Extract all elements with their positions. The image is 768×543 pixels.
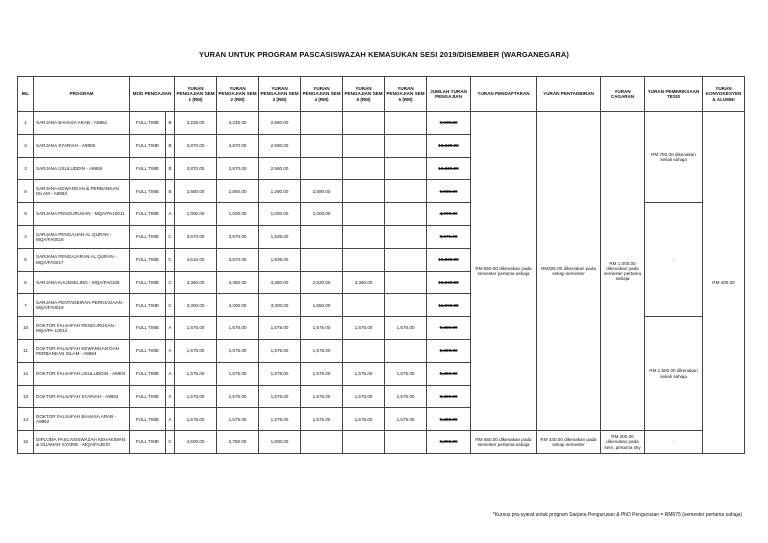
mode-cell: FULL TIME [130, 362, 166, 385]
sem5-cell [343, 157, 385, 180]
mode-cell: FULL TIME [130, 203, 166, 226]
table-row [18, 431, 745, 454]
program-cell: SARJANA PENGURUSAN - MQA/PA10011 [34, 203, 130, 226]
sem4-cell: 2,580.00 [301, 180, 343, 203]
mode-cell: FULL TIME [130, 385, 166, 408]
sem2-cell: 1,000.00 [217, 203, 259, 226]
category-cell: A [166, 408, 175, 431]
sem4-cell: 1,575.00 [301, 317, 343, 340]
bil-cell: 7 [18, 294, 34, 317]
sem5-cell [343, 431, 385, 454]
sem6-cell [385, 271, 427, 294]
program-cell: SARJANA KEWANGAN & PERBANKAN ISLAM - A9863 [34, 180, 130, 203]
sem3-cell: 1,935.00 [259, 248, 301, 271]
category-cell: A [166, 203, 175, 226]
sem3-cell: 2,580.00 [259, 112, 301, 135]
sem5-cell: 1,575.00 [343, 408, 385, 431]
sem2-cell: 3,300.00 [217, 294, 259, 317]
mode-cell: FULL TIME [130, 317, 166, 340]
bil-cell: 12 [18, 362, 34, 385]
sem1-cell: 1,000.00 [175, 203, 217, 226]
category-cell: A [166, 385, 175, 408]
program-cell: DOKTOR FALSAFAH PENGURUSAN - MQA/PA 10012 [34, 317, 130, 340]
total-cell: 10,320.00 [427, 248, 471, 271]
sem1-cell: 3,870.00 [175, 157, 217, 180]
total-cell: 9,030.00 [427, 112, 471, 135]
sem3-cell: 1,935.00 [259, 225, 301, 248]
category-cell: A [166, 339, 175, 362]
header-bil: BIL [18, 77, 34, 112]
sem4-cell [301, 225, 343, 248]
sem2-cell: 1,575.00 [217, 317, 259, 340]
sem5-cell [343, 112, 385, 135]
sem6-cell [385, 157, 427, 180]
program-cell: DOKTOR FALSAFAH USULUDDIN - A9804 [34, 362, 130, 385]
program-cell: SARJANA KAUNSELING - MQA/FA0105 [34, 271, 130, 294]
bil-cell: 3 [18, 157, 34, 180]
bil-cell: 5 [18, 248, 34, 271]
sem2-cell: 2,750.00 [217, 431, 259, 454]
sem1-cell: 3,225.00 [175, 112, 217, 135]
pendaftaran-note: RM 550.00 dikenakan pada semester pertama sahaja [471, 112, 537, 431]
cagaran-note: RM 1,000.00 dikenakan pada semester pertama sahaja [601, 112, 645, 431]
header-sem1: YURAN PENGAJIAN SEM 1 (RM) [175, 77, 217, 112]
pendaftaran-diploma-note: RM 660.00 dikenakan pada semester pertama sahaja [471, 431, 537, 454]
sem3-cell: 3,300.00 [259, 294, 301, 317]
sem3-cell: 1,800.00 [259, 431, 301, 454]
sem3-cell: 1,575.00 [259, 408, 301, 431]
sem2-cell: 2,580.00 [217, 180, 259, 203]
category-cell: B [166, 134, 175, 157]
sem4-cell [301, 112, 343, 135]
sem6-cell [385, 431, 427, 454]
sem2-cell: 1,575.00 [217, 385, 259, 408]
bil-cell: 9 [18, 203, 34, 226]
header-mod: MOD PENGAJIAN [130, 77, 175, 112]
sem5-cell [343, 248, 385, 271]
mode-cell: FULL TIME [130, 294, 166, 317]
program-cell: SARJANA USULUDDIN - A9806 [34, 157, 130, 180]
sem1-cell: 4,500.00 [175, 431, 217, 454]
header-pendaftaran: YURAN PENDAFTARAN [471, 77, 537, 112]
category-cell: B [166, 157, 175, 180]
sem5-cell [343, 339, 385, 362]
mode-cell: FULL TIME [130, 408, 166, 431]
sem3-cell: 1,290.00 [259, 180, 301, 203]
sem2-cell: 3,360.00 [217, 271, 259, 294]
page-title: YURAN UNTUK PROGRAM PASCASISWAZAH KEMASUKAN SESI 2019/DISEMBER (WARGANEGARA) [199, 50, 569, 59]
bil-cell: 14 [18, 408, 34, 431]
total-cell: 10,320.00 [427, 134, 471, 157]
program-cell: SARJANA BAHASA ARAB - A9861 [34, 112, 130, 135]
sem1-cell: 3,300.00 [175, 294, 217, 317]
sem6-cell [385, 134, 427, 157]
bil-cell: 15 [18, 431, 34, 454]
header-cagaran: YURAN CAGARAN [601, 77, 645, 112]
sem3-cell: 1,000.00 [259, 203, 301, 226]
sem3-cell: 2,580.00 [259, 157, 301, 180]
program-cell: DIPLOMA PASCASISWAZAH KEHAKIMAN & GUAMAN SYARIE - MQA/FA3670 [34, 431, 130, 454]
category-cell: C [166, 431, 175, 454]
sem1-cell: 1,575.00 [175, 317, 217, 340]
bil-cell: 10 [18, 317, 34, 340]
sem4-cell: 1,650.00 [301, 294, 343, 317]
fee-table [17, 76, 745, 454]
total-cell: 10,320.00 [427, 157, 471, 180]
header-sem5: YURAN PENGAJIAN SEM 5 (RM) [343, 77, 385, 112]
header-sem2: YURAN PENGAJIAN SEM 2 (RM) [217, 77, 259, 112]
sem1-cell: 3,360.00 [175, 271, 217, 294]
total-cell: 4,000.00 [427, 203, 471, 226]
program-cell: SARJANA SYARIAH - A9805 [34, 134, 130, 157]
header-row [18, 77, 745, 112]
total-cell: 9,675.00 [427, 225, 471, 248]
mode-cell: FULL TIME [130, 180, 166, 203]
mode-cell: FULL TIME [130, 271, 166, 294]
mode-cell: FULL TIME [130, 112, 166, 135]
sem5-cell: 1,575.00 [343, 362, 385, 385]
category-cell: A [166, 362, 175, 385]
bil-cell: 13 [18, 385, 34, 408]
total-cell: 9,450.00 [427, 317, 471, 340]
mode-cell: FULL TIME [130, 225, 166, 248]
sem1-cell: 1,575.00 [175, 385, 217, 408]
pemeriksaan-sarjana-note: RM 750.00 dikenakan sekali sahaja [645, 112, 703, 203]
sem5-cell [343, 294, 385, 317]
pentadbiran-note: RM325.00 dikenakan pada setiap semester [537, 112, 601, 431]
sem3-cell: 1,575.00 [259, 317, 301, 340]
total-cell: 9,250.00 [427, 431, 471, 454]
sem4-cell: 2,520.00 [301, 271, 343, 294]
sem5-cell: 1,575.00 [343, 317, 385, 340]
mode-cell: FULL TIME [130, 248, 166, 271]
bil-cell: 8 [18, 180, 34, 203]
mode-cell: FULL TIME [130, 339, 166, 362]
sem5-cell: 1,575.00 [343, 385, 385, 408]
header-pemeriksaan: YURAN PEMERIKSAAN TESIS [645, 77, 703, 112]
category-cell: C [166, 271, 175, 294]
sem4-cell: 1,000.00 [301, 203, 343, 226]
bil-cell: 4 [18, 225, 34, 248]
sem3-cell: 1,575.00 [259, 362, 301, 385]
sem5-cell [343, 134, 385, 157]
header-konvokesyen: YURAN KONVOKESYEN & ALUMNI [703, 77, 745, 112]
total-cell: 9,450.00 [427, 385, 471, 408]
total-cell: 6,300.00 [427, 339, 471, 362]
sem5-cell: 3,360.00 [343, 271, 385, 294]
sem6-cell: 1,575.00 [385, 385, 427, 408]
header-program: PROGRAM [34, 77, 130, 112]
sem5-cell [343, 203, 385, 226]
sem4-cell: 1,575.00 [301, 408, 343, 431]
sem2-cell: 1,575.00 [217, 362, 259, 385]
total-cell: 15,960.00 [427, 271, 471, 294]
sem1-cell: 1,575.00 [175, 362, 217, 385]
mode-cell: FULL TIME [130, 134, 166, 157]
sem1-cell: 2,580.00 [175, 180, 217, 203]
header-sem6: YURAN PENGAJIAN SEM 6 (RM) [385, 77, 427, 112]
pemeriksaan-diploma-dash: - [645, 431, 703, 454]
sem2-cell: 1,575.00 [217, 408, 259, 431]
total-cell: 9,450.00 [427, 362, 471, 385]
sem4-cell: 1,575.00 [301, 339, 343, 362]
sem6-cell: 1,575.00 [385, 317, 427, 340]
category-cell: B [166, 180, 175, 203]
category-cell: C [166, 248, 175, 271]
sem1-cell: 4,515.00 [175, 248, 217, 271]
bil-cell: 11 [18, 339, 34, 362]
sem1-cell: 3,870.00 [175, 225, 217, 248]
header-sem3: YURAN PENGAJIAN SEM 3 (RM) [259, 77, 301, 112]
sem4-cell [301, 134, 343, 157]
sem3-cell: 2,580.00 [259, 134, 301, 157]
mode-cell: FULL TIME [130, 431, 166, 454]
sem2-cell: 1,575.00 [217, 339, 259, 362]
sem3-cell: 1,575.00 [259, 385, 301, 408]
cagaran-diploma-note: RM 400.00 dikenakan pada sem. pertama sky [601, 431, 645, 454]
bil-cell: 2 [18, 134, 34, 157]
sem1-cell: 1,575.00 [175, 339, 217, 362]
sem4-cell: 1,575.00 [301, 362, 343, 385]
sem1-cell: 3,870.00 [175, 134, 217, 157]
category-cell: B [166, 112, 175, 135]
sem6-cell: 1,575.00 [385, 362, 427, 385]
category-cell: C [166, 225, 175, 248]
sem5-cell [343, 180, 385, 203]
pemeriksaan-doktor-note: RM 1,500.00 dikenakan sekali sahaja [645, 317, 703, 431]
sem6-cell [385, 339, 427, 362]
header-sem4: YURAN PENGAJIAN SEM 4 (RM) [301, 77, 343, 112]
sem6-cell [385, 203, 427, 226]
program-cell: SARJANA PENTADBIRAN PERNIAGAAN - MQA/FA0019 [34, 294, 130, 317]
sem6-cell: 1,575.00 [385, 408, 427, 431]
footnote: *Kursus pra-syarat untuk program Sarjana Pengurusan & PhD Pengurusan = RM675 (semester pertama sahaja) [492, 512, 742, 518]
sem3-cell: 3,360.00 [259, 271, 301, 294]
table-body [18, 112, 745, 454]
total-cell: 9,450.00 [427, 408, 471, 431]
category-cell: A [166, 317, 175, 340]
sem4-cell [301, 157, 343, 180]
program-cell: DOKTOR FALSAFAH SYARIAH - A9803 [34, 385, 130, 408]
sem3-cell: 1,575.00 [259, 339, 301, 362]
bil-cell: 6 [18, 271, 34, 294]
mode-cell: FULL TIME [130, 157, 166, 180]
sem6-cell [385, 112, 427, 135]
program-cell: DOKTOR FALSAFAH KEWANGAN DAN PERBANKAN ISLAM - A9864 [34, 339, 130, 362]
bil-cell: 1 [18, 112, 34, 135]
sem2-cell: 3,870.00 [217, 225, 259, 248]
konvokesyen-note: RM 400.00 [703, 112, 745, 454]
pentadbiran-diploma-note: RM 340.00 dikenakan pada setiap semester [537, 431, 601, 454]
sem6-cell [385, 294, 427, 317]
header-pentadbiran: YURAN PENTADBIRAN [537, 77, 601, 112]
sem6-cell [385, 225, 427, 248]
total-cell: 9,030.00 [427, 180, 471, 203]
program-cell: DOKTOR FALSAFAH BAHASA ARAB - A9862 [34, 408, 130, 431]
sem2-cell: 3,225.00 [217, 112, 259, 135]
program-cell: SARJANA PENGAJARAN AL QURAN - MQA/FA0017 [34, 248, 130, 271]
sem2-cell: 3,870.00 [217, 134, 259, 157]
sem6-cell [385, 248, 427, 271]
program-cell: SARJANA PENGAJIAN AL QURAN - MQA/FA0018 [34, 225, 130, 248]
sem2-cell: 3,870.00 [217, 248, 259, 271]
sem4-cell [301, 431, 343, 454]
sem6-cell [385, 180, 427, 203]
header-jumlah: JUMLAH YURAN PENGAJIAN [427, 77, 471, 112]
pemeriksaan-dash: - [645, 203, 703, 317]
total-cell: 11,550.00 [427, 294, 471, 317]
sem1-cell: 1,575.00 [175, 408, 217, 431]
sem5-cell [343, 225, 385, 248]
sem4-cell: 1,575.00 [301, 385, 343, 408]
sem2-cell: 3,870.00 [217, 157, 259, 180]
table-row [18, 112, 745, 135]
sem4-cell [301, 248, 343, 271]
category-cell: C [166, 294, 175, 317]
